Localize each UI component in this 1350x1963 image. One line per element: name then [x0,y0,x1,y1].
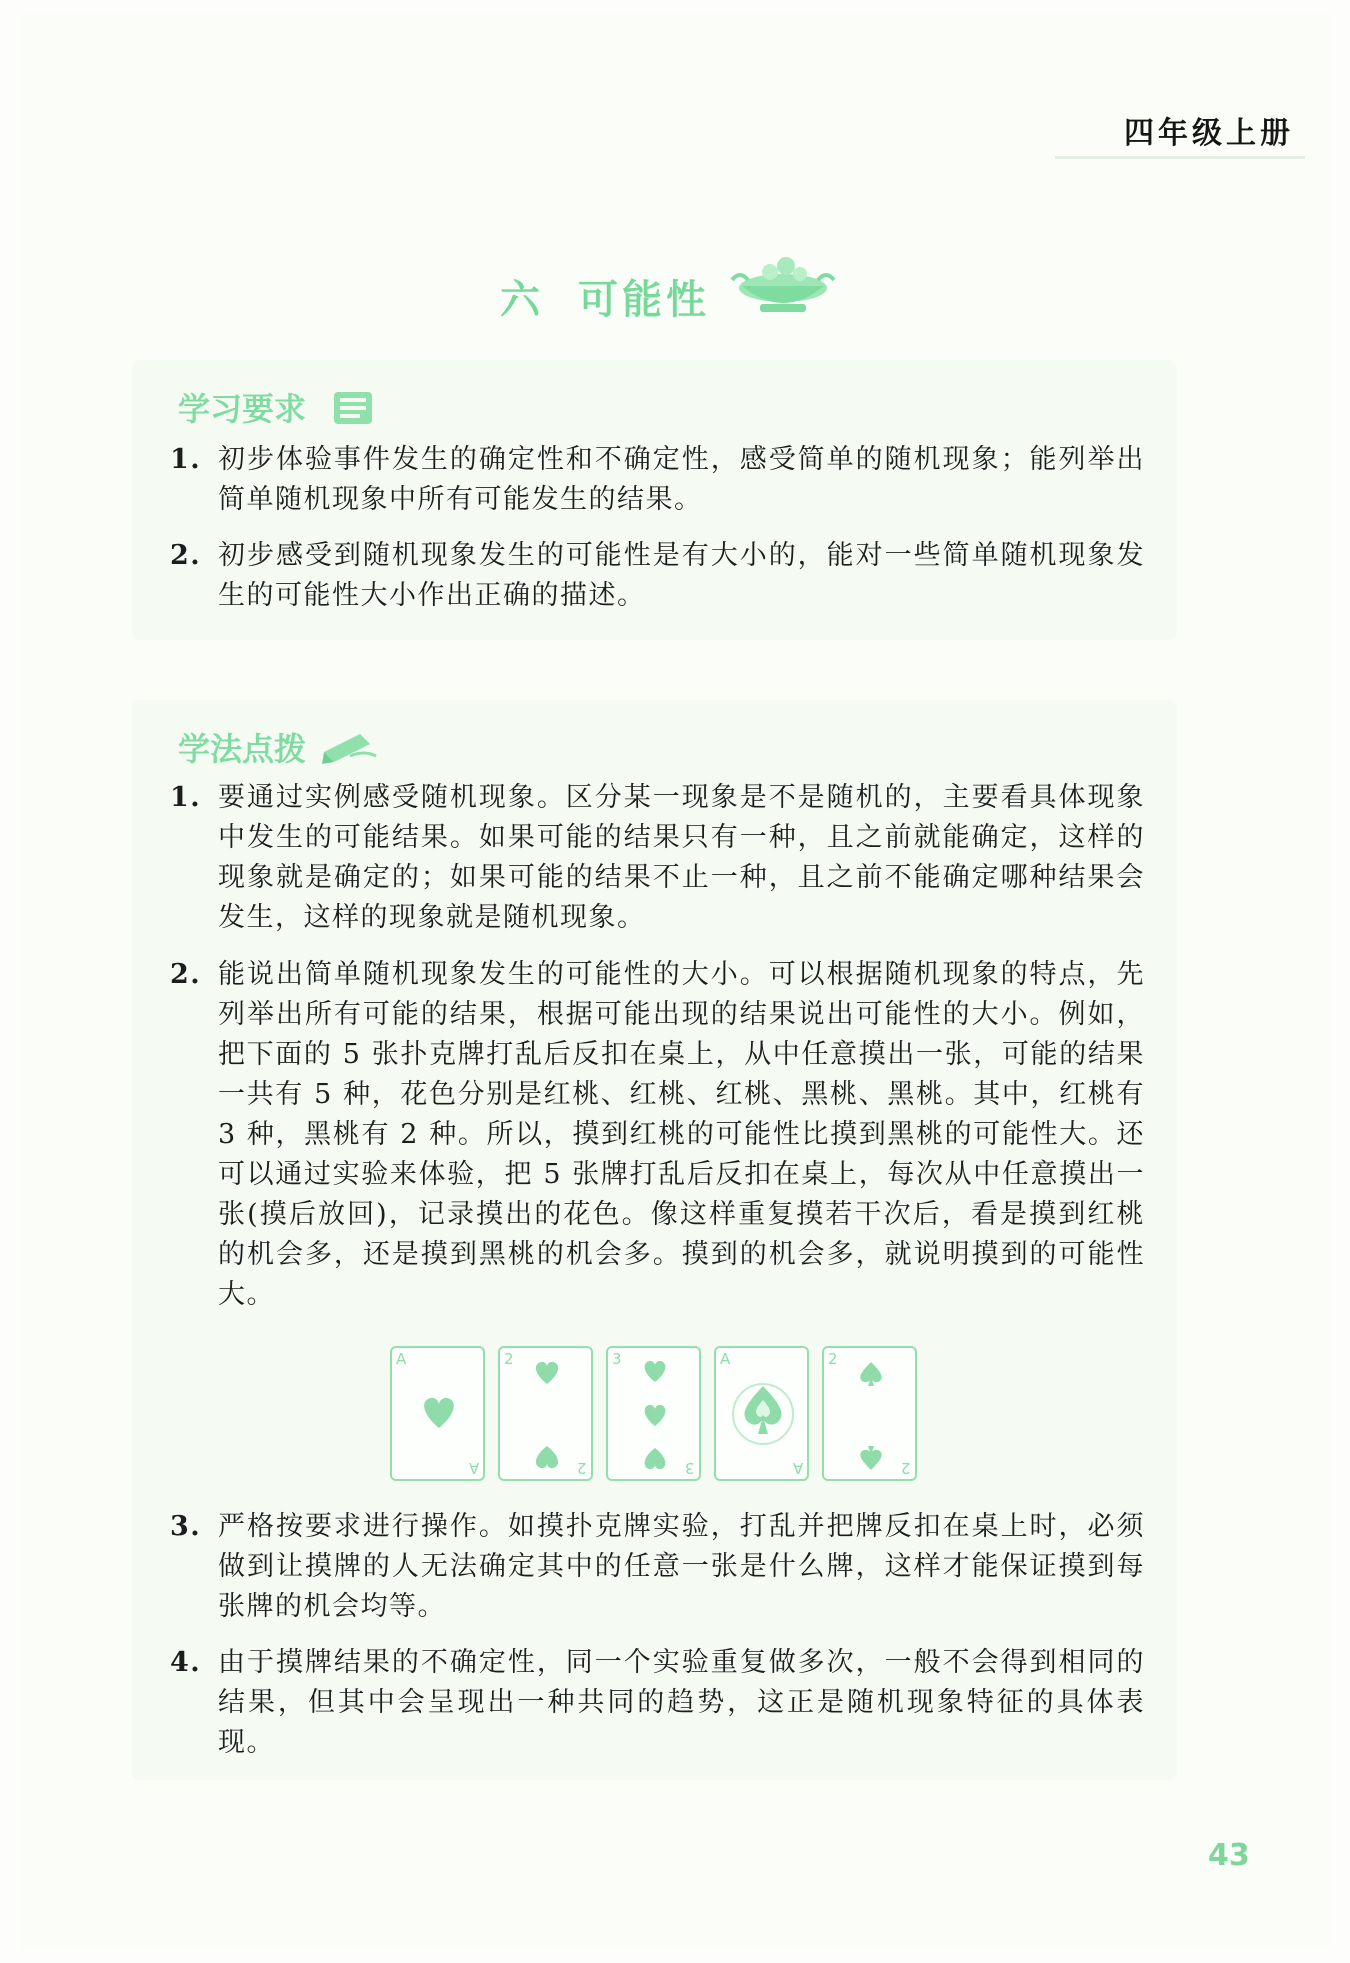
card-rank: A [468,1459,479,1477]
method-item-4 [170,1643,1145,1763]
item-text: 严格按要求进行操作。如摸扑克牌实验，打乱并把牌反扣在桌上时，必须做到让摸牌的人无法确定其中的任意一张是什么牌，这样才能保证摸到每张牌的机会均等。 [218,1511,1145,1622]
pencil-icon [320,726,380,766]
grade-label: 四年级上册 [1124,116,1294,151]
heart-icon [608,1348,703,1483]
spade-icon [716,1348,811,1483]
item-text: 要通过实例感受随机现象。区分某一现象是不是随机的，主要看具体现象中发生的可能结果。如果可能的结果只有一种，且之前就能确定，这样的现象就是确定的；如果可能的结果不止一种，且之前不能确定哪种结果会发生，这样的现象就是随机现象。 [218,782,1145,933]
heart-icon [392,1348,487,1483]
card-rank: 3 [685,1459,695,1477]
header-rule [1055,156,1305,159]
method-item-2 [170,955,1145,1315]
card-heart-a [390,1346,485,1481]
card-rank: 2 [901,1459,911,1477]
item-number: 3. [170,1511,202,1542]
item-number: 2. [170,540,202,571]
section-heading-requirements: 学习要求 [178,390,307,428]
card-heart-2 [498,1346,593,1481]
requirement-item-1 [170,440,1145,520]
item-number: 2. [170,959,202,990]
card-rank: 2 [828,1350,838,1368]
page-number: 43 [1208,1838,1250,1873]
item-number: 1. [170,782,202,813]
heart-icon [500,1348,595,1483]
item-text: 由于摸牌结果的不确定性，同一个实验重复做多次，一般不会得到相同的结果，但其中会呈现出一种共同的趋势，这正是随机现象特征的具体表现。 [218,1647,1145,1758]
item-number: 4. [170,1647,202,1678]
card-spade-a [714,1346,809,1481]
section-heading-methods: 学法点拨 [178,730,307,768]
book-icon [330,386,378,428]
item-number: 1. [170,444,202,475]
card-heart-3 [606,1346,701,1481]
chapter-number: 六 [500,276,544,323]
method-item-3 [170,1507,1145,1627]
card-rank: 2 [504,1350,514,1368]
card-rank: 2 [577,1459,587,1477]
spade-icon [824,1348,919,1483]
item-text: 能说出简单随机现象发生的可能性的大小。可以根据随机现象的特点，先列举出所有可能的结果，根据可能出现的结果说出可能性的大小。例如，把下面的 5 张扑克牌打乱后反扣在桌上，从中任意摸出一张，可能的结果一共有 5 种，花色分别是红桃、红桃、红桃、黑桃、黑桃。其中，红桃有 3 种，黑桃有 2 种。所以，摸到红桃的可能性比摸到黑桃的可能性大。还可以通过实验来体验，把 5 张牌打乱后反扣在桌上，每次从中任意摸出一张(摸后放回)，记录摸出的花色。像这样重复摸若干次后，看是摸到红桃的机会多，还是摸到黑桃的机会多。摸到的机会多，就说明摸到的可能性大。 [218,959,1145,1310]
card-rank: 3 [612,1350,622,1368]
card-spade-2 [822,1346,917,1481]
chapter-title [500,268,710,325]
card-rank: A [396,1350,407,1368]
requirement-item-2 [170,536,1145,616]
item-text: 初步感受到随机现象发生的可能性是有大小的，能对一些简单随机现象发生的可能性大小作出正确的描述。 [218,540,1145,611]
chapter-name: 可能性 [578,276,710,323]
card-rank: A [792,1459,803,1477]
method-item-1 [170,778,1145,938]
card-rank: A [720,1350,731,1368]
treasure-bowl-icon [728,250,838,320]
item-text: 初步体验事件发生的确定性和不确定性，感受简单的随机现象；能列举出简单随机现象中所有可能发生的结果。 [218,444,1145,515]
